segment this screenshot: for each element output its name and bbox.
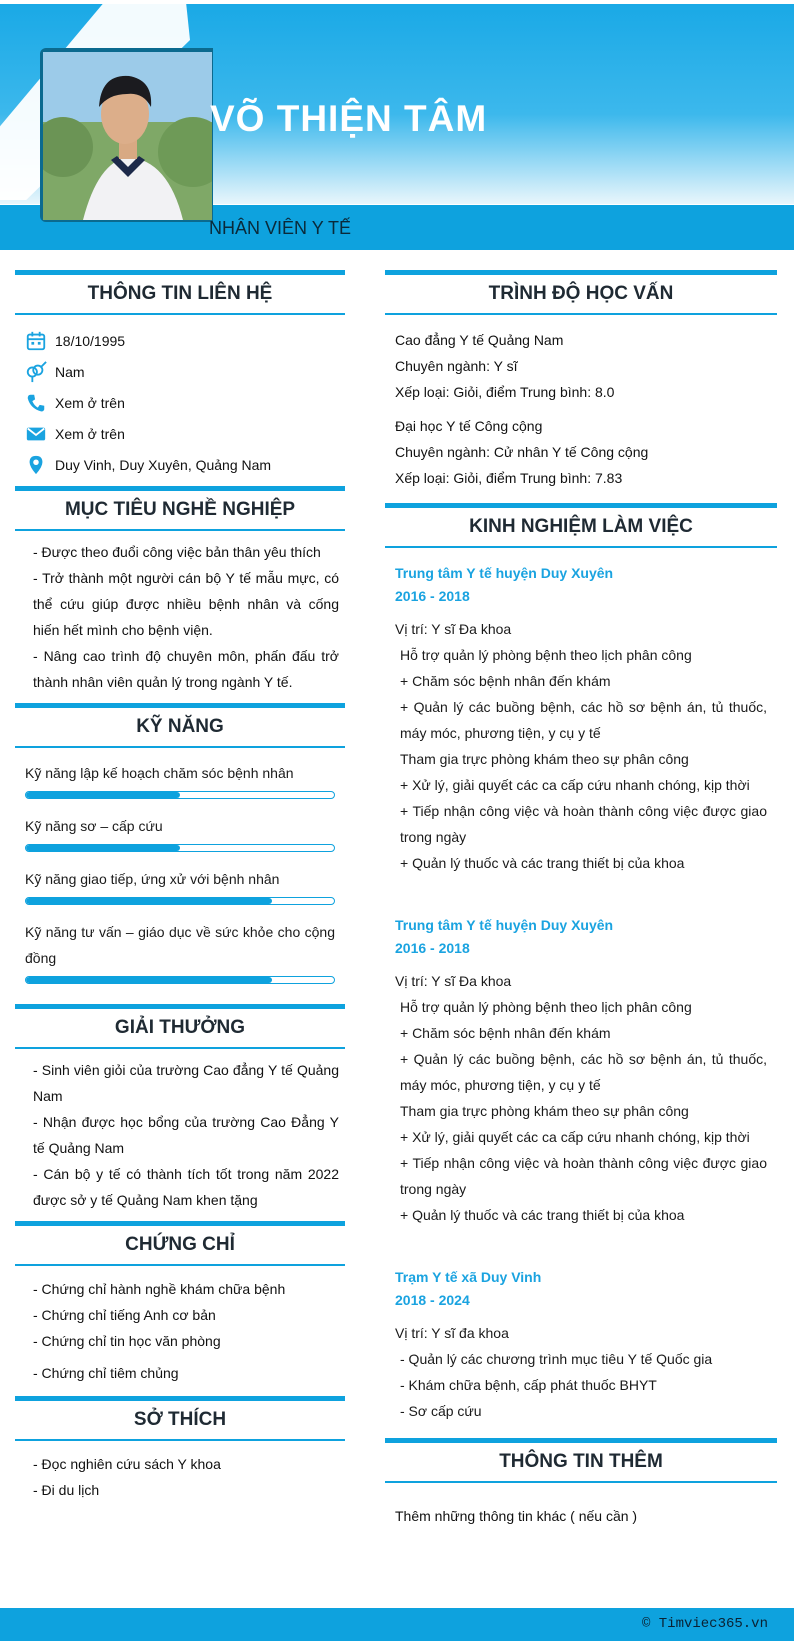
job-duty: - Khám chữa bệnh, cấp phát thuốc BHYT (400, 1377, 657, 1393)
candidate-job-title: NHÂN VIÊN Y TẾ (209, 218, 352, 238)
skill-item (25, 760, 335, 799)
job-period: 2016 - 2018 (395, 588, 470, 604)
skill-label: Kỹ năng lập kế hoạch chăm sóc bệnh nhân (25, 765, 294, 781)
objective-body (15, 531, 345, 703)
footer-credit: © Timviec365.vn (641, 1616, 768, 1632)
job-duty: Tham gia trực phòng khám theo sự phân công (400, 751, 689, 767)
contact-section (15, 270, 345, 486)
education-title: TRÌNH ĐỘ HỌC VẤN (385, 270, 777, 315)
job-position: Vị trí: Y sĩ đa khoa (395, 1325, 509, 1341)
job-company: Trung tâm Y tế huyện Duy Xuyên (395, 565, 614, 581)
contact-text: Xem ở trên (55, 394, 125, 411)
awards-title: GIẢI THƯỞNG (15, 1004, 345, 1049)
skill-progress-bar (25, 844, 335, 852)
objective-line: - Nâng cao trình độ chuyên môn, phấn đấu trở thành nhân viên quản lý trong ngành Y tế. (33, 648, 339, 690)
experience-title: KINH NGHIỆM LÀM VIỆC (385, 503, 777, 548)
job-period: 2018 - 2024 (395, 1292, 470, 1308)
contact-item-phone (25, 387, 335, 418)
skill-item (25, 813, 335, 852)
extra-info-text: Thêm những thông tin khác ( nếu cần ) (395, 1508, 638, 1524)
awards-body (15, 1049, 345, 1221)
contact-item-gender (25, 356, 335, 387)
objective-section (15, 486, 345, 703)
hobbies-title: SỞ THÍCH (15, 1396, 345, 1441)
certificate-line: - Chứng chỉ tiêm chủng (33, 1365, 179, 1381)
skill-progress-bar (25, 791, 335, 799)
education-major: Chuyên ngành: Y sĩ (395, 358, 518, 374)
award-line: - Cán bộ y tế có thành tích tốt trong năm 2022 được sở y tế Quảng Nam khen tặng (33, 1166, 339, 1208)
job-duty: + Quản lý các buồng bệnh, các hồ sơ bệnh án, tủ thuốc, máy móc, phương tiện, y cụ y tế (400, 1051, 767, 1093)
contact-title: THÔNG TIN LIÊN HỆ (15, 270, 345, 315)
awards-section (15, 1004, 345, 1221)
education-major: Chuyên ngành: Cử nhân Y tế Công cộng (395, 444, 649, 460)
job-company: Trung tâm Y tế huyện Duy Xuyên (395, 917, 614, 933)
job-duty: + Xử lý, giải quyết các ca cấp cứu nhanh chóng, kịp thời (400, 777, 750, 793)
job-duty: Tham gia trực phòng khám theo sự phân công (400, 1103, 689, 1119)
contact-list (15, 315, 345, 486)
avatar (43, 52, 212, 220)
certificates-title: CHỨNG CHỈ (15, 1221, 345, 1266)
experience-section (385, 503, 777, 1438)
hobbies-section (15, 1396, 345, 1513)
objective-line: - Trở thành một người cán bộ Y tế mẫu mực, có thể cứu giúp được nhiều bệnh nhân và cống hiến hết mình cho bệnh viện. (33, 570, 339, 638)
avatar-photo-illustration (43, 52, 212, 220)
job-duty: + Xử lý, giải quyết các ca cấp cứu nhanh chóng, kịp thời (400, 1129, 750, 1145)
objective-line: - Được theo đuổi công việc bản thân yêu thích (33, 544, 321, 560)
hobbies-list (15, 1441, 345, 1513)
skill-item (25, 866, 335, 905)
extra-info-section (385, 1438, 777, 1549)
education-section (385, 270, 777, 503)
education-grade: Xếp loại: Giỏi, điểm Trung bình: 7.83 (395, 470, 623, 486)
location-icon (25, 453, 55, 477)
skills-list (15, 748, 345, 1004)
hobby-line: - Đi du lịch (33, 1482, 100, 1498)
job-duty: Hỗ trợ quản lý phòng bệnh theo lịch phân công (400, 647, 692, 663)
contact-text: Nam (55, 363, 85, 380)
job-duty: - Quản lý các chương trình mục tiêu Y tế Quốc gia (400, 1351, 713, 1367)
skill-progress-fill (26, 845, 180, 851)
job-duty: + Tiếp nhận công việc và hoàn thành công việc được giao trong ngày (400, 803, 767, 845)
job-entry (385, 876, 777, 1228)
gender-icon (25, 360, 55, 384)
job-position: Vị trí: Y sĩ Đa khoa (395, 621, 512, 637)
job-entry (385, 1228, 777, 1438)
left-column (15, 270, 345, 1513)
skill-progress-bar (25, 897, 335, 905)
skills-title: KỸ NĂNG (15, 703, 345, 748)
footer (0, 1608, 794, 1641)
skill-progress-fill (26, 898, 272, 904)
job-position: Vị trí: Y sĩ Đa khoa (395, 973, 512, 989)
job-duty: + Quản lý thuốc và các trang thiết bị của khoa (400, 855, 685, 871)
education-grade: Xếp loại: Giỏi, điểm Trung bình: 8.0 (395, 384, 615, 400)
job-duty: + Tiếp nhận công việc và hoàn thành công việc được giao trong ngày (400, 1155, 767, 1197)
contact-text: Duy Vinh, Duy Xuyên, Quảng Nam (55, 456, 272, 473)
contact-item-email (25, 418, 335, 449)
job-company: Trạm Y tế xã Duy Vinh (395, 1269, 542, 1285)
extra-info-title: THÔNG TIN THÊM (385, 1438, 777, 1483)
contact-text: Xem ở trên (55, 425, 125, 442)
award-line: - Sinh viên giỏi của trường Cao đẳng Y tế Quảng Nam (33, 1062, 339, 1104)
contact-item-address (25, 449, 335, 480)
education-school: Đại học Y tế Công cộng (395, 418, 543, 434)
hobby-line: - Đọc nghiên cứu sách Y khoa (33, 1456, 221, 1472)
award-line: - Nhận được học bổng của trường Cao Đẳng Y tế Quảng Nam (33, 1114, 339, 1156)
job-duty: + Chăm sóc bệnh nhân đến khám (400, 1025, 611, 1041)
education-school: Cao đẳng Y tế Quảng Nam (395, 332, 564, 348)
job-period: 2016 - 2018 (395, 940, 470, 956)
skill-progress-bar (25, 976, 335, 984)
job-duty: + Chăm sóc bệnh nhân đến khám (400, 673, 611, 689)
certificate-line: - Chứng chỉ hành nghề khám chữa bệnh (33, 1281, 286, 1297)
cv-header (0, 0, 794, 250)
job-duty: + Quản lý các buồng bệnh, các hồ sơ bệnh án, tủ thuốc, máy móc, phương tiện, y cụ y tế (400, 699, 767, 741)
job-duty: Hỗ trợ quản lý phòng bệnh theo lịch phân công (400, 999, 692, 1015)
certificates-section (15, 1221, 345, 1396)
contact-text: 18/10/1995 (55, 332, 126, 349)
contact-item-birthday (25, 325, 335, 356)
certificates-list (15, 1266, 345, 1396)
certificate-line: - Chứng chỉ tin học văn phòng (33, 1333, 221, 1349)
mail-icon (25, 422, 55, 446)
certificate-line: - Chứng chỉ tiếng Anh cơ bản (33, 1307, 216, 1323)
skills-section (15, 703, 345, 1004)
skill-label: Kỹ năng sơ – cấp cứu (25, 818, 163, 834)
skill-progress-fill (26, 977, 272, 983)
extra-info-body (385, 1483, 777, 1549)
job-entry (385, 548, 777, 876)
job-duty: - Sơ cấp cứu (400, 1403, 482, 1419)
job-duty: + Quản lý thuốc và các trang thiết bị của khoa (400, 1207, 685, 1223)
education-body (385, 315, 777, 503)
right-column (385, 270, 777, 1549)
objective-title: MỤC TIÊU NGHỀ NGHIỆP (15, 486, 345, 531)
skill-label: Kỹ năng tư vấn – giáo dục về sức khỏe cho cộng đồng (25, 924, 335, 966)
skill-progress-fill (26, 792, 180, 798)
candidate-name: VÕ THIỆN TÂM (210, 98, 488, 139)
skill-label: Kỹ năng giao tiếp, ứng xử với bệnh nhân (25, 871, 280, 887)
calendar-icon (25, 329, 55, 353)
skill-item (25, 919, 335, 984)
phone-icon (25, 391, 55, 415)
